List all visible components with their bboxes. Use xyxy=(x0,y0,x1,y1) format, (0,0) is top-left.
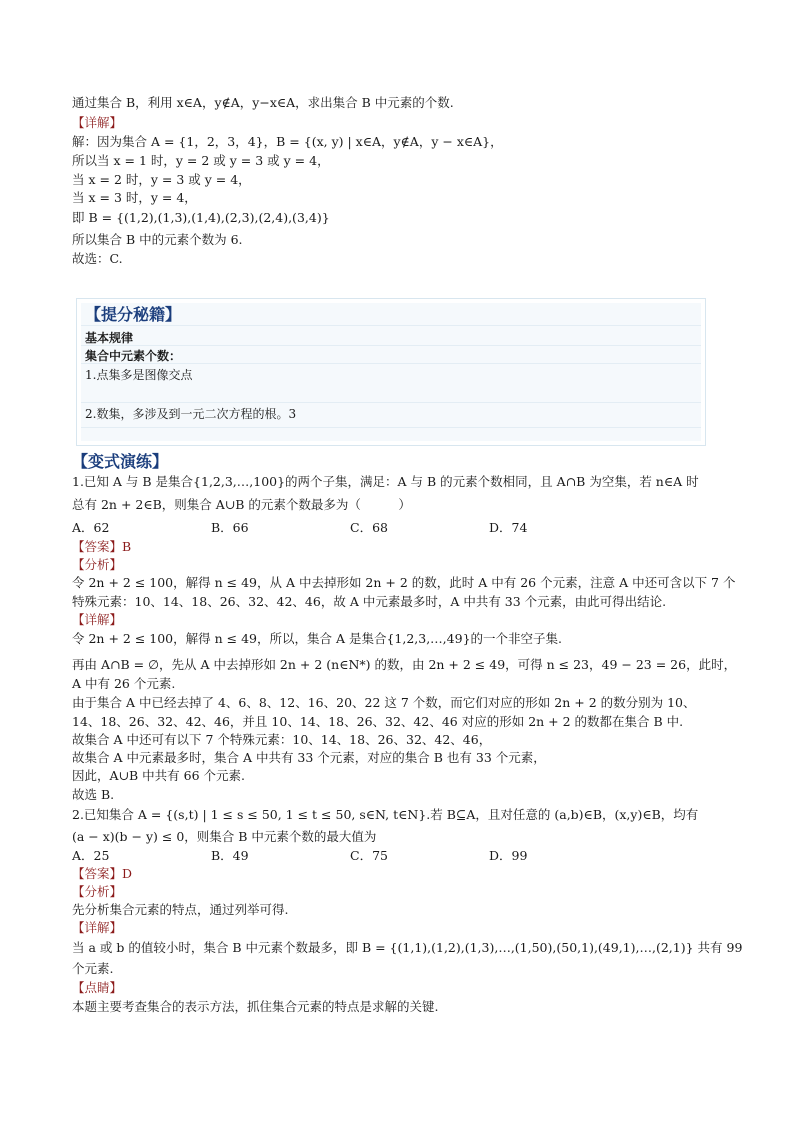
question-line: (a − x)(b − y) ≤ 0，则集合 B 中元素个数的最大值为 xyxy=(72,829,377,844)
tips-heading: 基本规律 xyxy=(85,331,134,345)
choice-b: B．49 xyxy=(211,848,249,863)
choice-d: D．74 xyxy=(489,520,528,535)
tips-point: 1.点集多是图像交点 xyxy=(85,368,193,382)
choice-a: A．62 xyxy=(72,520,110,535)
comment-tag: 【点睛】 xyxy=(72,980,123,995)
question-line: 2.已知集合 A = {(s,t) | 1 ≤ s ≤ 50, 1 ≤ t ≤ 50, s∈N, t∈N}.若 B⊆A，且对任意的 (a,b)∈B，(x,y)∈B，均有 xyxy=(72,807,699,822)
divider xyxy=(81,345,701,346)
detail-line: 个元素. xyxy=(72,961,114,976)
tips-point: 2.数集，多涉及到一元二次方程的根。3 xyxy=(85,407,297,421)
divider xyxy=(81,427,701,428)
solution-line: 解：因为集合 A = {1，2，3，4}，B = {(x, y) | x∈A，y∉A，y − x∈A}， xyxy=(72,134,503,149)
solution-line: 所以集合 B 中的元素个数为 6. xyxy=(72,232,243,247)
question-line: 总有 2n + 2∈B，则集合 A∪B 的元素个数最多为（ ） xyxy=(72,497,411,512)
analysis-tag: 【分析】 xyxy=(72,557,123,572)
detail-line: 故集合 A 中元素最多时，集合 A 中共有 33 个元素，对应的集合 B 也有 33 个元素， xyxy=(72,750,546,765)
choices-row xyxy=(72,519,527,537)
detail-line: 当 a 或 b 的值较小时，集合 B 中元素个数最多，即 B = {(1,1),(1,2),(1,3),…,(1,50),(50,1),(49,1),…,(2,1)} 共有 99 xyxy=(72,940,743,955)
tips-box xyxy=(76,298,706,446)
answer-tag: 【答案】B xyxy=(72,539,132,554)
choices-row xyxy=(72,847,527,865)
detail-line: 14、18、26、32、42、46，并且 10、14、18、26、32、42、46 对应的形如 2n + 2 的数都在集合 B 中. xyxy=(72,714,684,729)
solution-line: 即 B = {(1,2),(1,3),(1,4),(2,3),(2,4),(3,4)} xyxy=(72,210,330,225)
choice-d: D．99 xyxy=(489,848,528,863)
choice-b: B．66 xyxy=(211,520,249,535)
solution-line: 当 x = 2 时，y = 3 或 y = 4， xyxy=(72,172,251,187)
comment-line: 本题主要考查集合的表示方法，抓住集合元素的特点是求解的关键. xyxy=(72,999,439,1014)
analysis-line: 令 2n + 2 ≤ 100，解得 n ≤ 49，从 A 中去掉形如 2n + 2 的数，此时 A 中有 26 个元素，注意 A 中还可含以下 7 个 xyxy=(72,575,736,590)
solution-line: 故选：C. xyxy=(72,251,123,266)
tips-subheading: 集合中元素个数： xyxy=(85,349,182,363)
choice-a: A．25 xyxy=(72,848,110,863)
detail-line: 由于集合 A 中已经去掉了 4、6、8、12、16、20、22 这 7 个数，而它们对应的形如 2n + 2 的数分别为 10、 xyxy=(72,695,696,710)
detail-line: A 中有 26 个元素. xyxy=(72,676,176,691)
choice-c: C．68 xyxy=(350,520,388,535)
detail-tag: 【详解】 xyxy=(72,612,123,627)
detail-line: 令 2n + 2 ≤ 100，解得 n ≤ 49，所以，集合 A 是集合{1,2,3,…,49}的一个非空子集. xyxy=(72,631,562,646)
answer-tag: 【答案】D xyxy=(72,866,133,881)
question-line: 1.已知 A 与 B 是集合{1,2,3,…,100}的两个子集，满足：A 与 B 的元素个数相同，且 A∩B 为空集，若 n∈A 时 xyxy=(72,474,699,489)
choice-c: C．75 xyxy=(350,848,388,863)
divider xyxy=(81,402,701,403)
divider xyxy=(81,325,701,326)
analysis-line: 先分析集合元素的特点，通过列举可得. xyxy=(72,902,289,917)
tips-title: 【提分秘籍】 xyxy=(85,305,182,324)
detail-tag: 【详解】 xyxy=(72,115,123,130)
section-title: 【变式演练】 xyxy=(72,452,169,471)
detail-line: 故选 B. xyxy=(72,787,115,802)
detail-line: 因此，A∪B 中共有 66 个元素. xyxy=(72,768,245,783)
detail-line: 再由 A∩B = ∅，先从 A 中去掉形如 2n + 2 (n∈N*) 的数，由 2n + 2 ≤ 49，可得 n ≤ 23，49 − 23 = 26，此时， xyxy=(72,657,737,672)
divider xyxy=(81,363,701,364)
prev-analysis-line: 通过集合 B，利用 x∈A，y∉A，y−x∈A，求出集合 B 中元素的个数. xyxy=(72,95,454,110)
solution-line: 当 x = 3 时，y = 4， xyxy=(72,190,197,205)
analysis-line: 特殊元素：10、14、18、26、32、42、46，故 A 中元素最多时，A 中共有 33 个元素，由此可得出结论. xyxy=(72,594,667,609)
solution-line: 所以当 x = 1 时，y = 2 或 y = 3 或 y = 4， xyxy=(72,153,330,168)
analysis-tag: 【分析】 xyxy=(72,884,123,899)
detail-line: 故集合 A 中还可有以下 7 个特殊元素：10、14、18、26、32、42、46， xyxy=(72,732,492,747)
detail-tag: 【详解】 xyxy=(72,920,123,935)
